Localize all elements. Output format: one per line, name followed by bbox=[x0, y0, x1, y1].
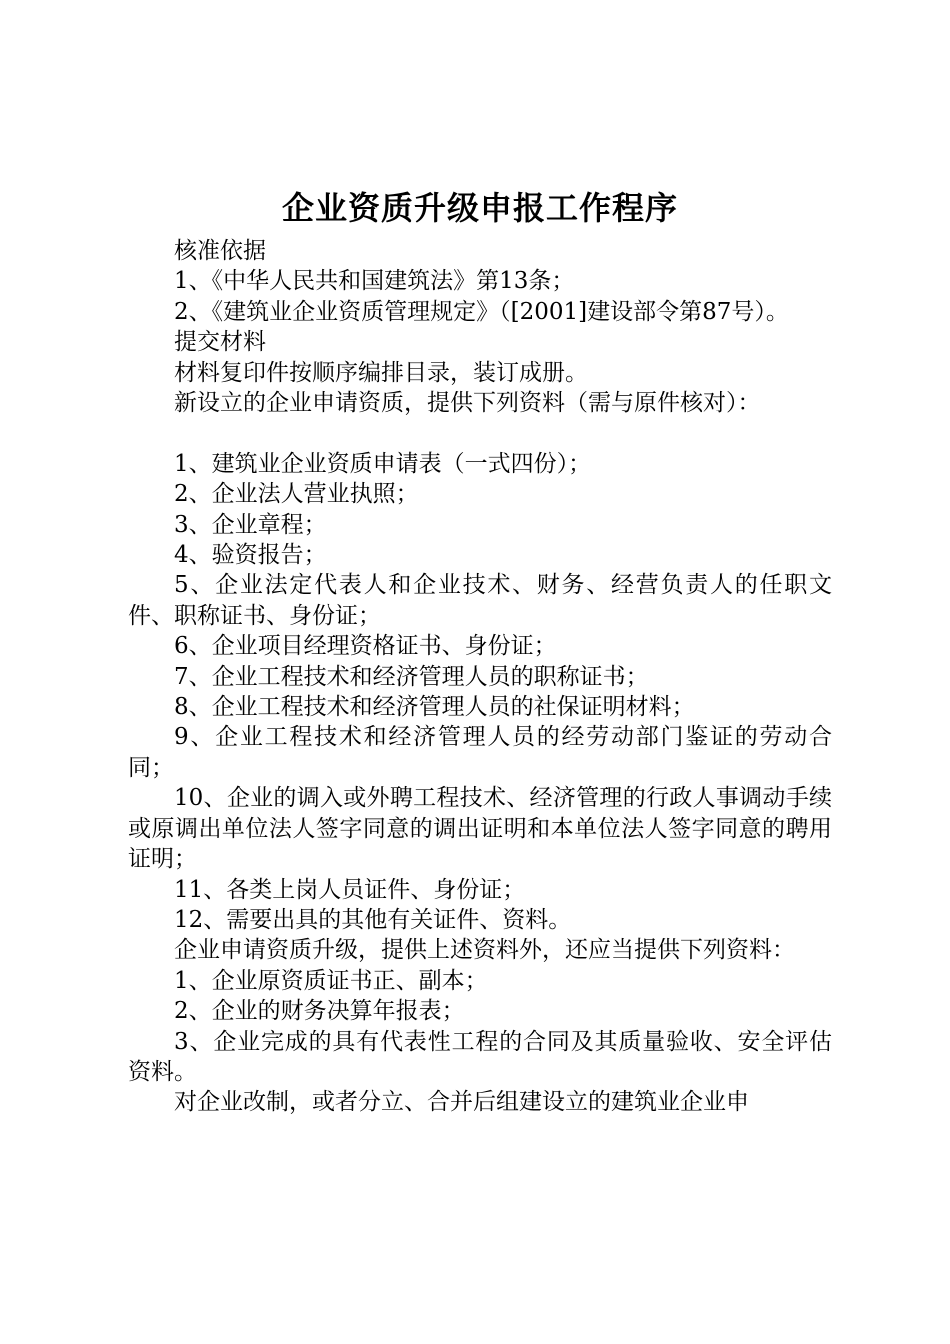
list-item: 6、企业项目经理资格证书、身份证； bbox=[174, 633, 557, 660]
paragraph: 材料复印件按顺序编排目录，装订成册。 bbox=[174, 359, 588, 386]
list-item: 2、企业法人营业执照； bbox=[174, 481, 419, 508]
list-item: 11、各类上岗人员证件、身份证； bbox=[174, 876, 526, 903]
paragraph: 1、《中华人民共和国建筑法》第13条； bbox=[174, 268, 575, 295]
list-item: 12、需要出具的其他有关证件、资料。 bbox=[174, 906, 572, 933]
list-item: 10、企业的调入或外聘工程技术、经济管理的行政人事调动手续或原调出单位法人签字同意的调出证明和本单位法人签字同意的聘用证明； bbox=[128, 785, 832, 873]
list-item: 9、企业工程技术和经济管理人员的经劳动部门鉴证的劳动合同； bbox=[128, 724, 832, 781]
document-body bbox=[128, 236, 832, 1118]
paragraph: 企业申请资质升级，提供上述资料外，还应当提供下列资料： bbox=[174, 937, 795, 964]
paragraph-materials-heading: 提交材料 bbox=[174, 329, 266, 356]
list-item: 8、企业工程技术和经济管理人员的社保证明材料； bbox=[174, 694, 695, 721]
list-item: 3、企业章程； bbox=[174, 511, 327, 538]
paragraph-basis-heading: 核准依据 bbox=[174, 238, 266, 264]
list-item: 4、验资报告； bbox=[174, 542, 327, 569]
list-item: 1、企业原资质证书正、副本； bbox=[174, 967, 488, 994]
paragraph: 新设立的企业申请资质，提供下列资料（需与原件核对）： bbox=[174, 390, 761, 417]
paragraph: 2、《建筑业企业资质管理规定》（[2001]建设部令第87号）。 bbox=[174, 298, 789, 325]
list-item: 7、企业工程技术和经济管理人员的职称证书； bbox=[174, 663, 649, 690]
list-item: 5、企业法定代表人和企业技术、财务、经营负责人的任职文件、职称证书、身份证； bbox=[128, 572, 832, 629]
list-item: 1、建筑业企业资质申请表（一式四份）； bbox=[174, 450, 592, 477]
paragraph: 对企业改制，或者分立、合并后组建设立的建筑业企业申 bbox=[174, 1089, 749, 1116]
document-page bbox=[128, 180, 832, 1118]
list-item: 3、企业完成的具有代表性工程的合同及其质量验收、安全评估资料。 bbox=[128, 1028, 832, 1085]
list-item: 2、企业的财务决算年报表； bbox=[174, 998, 465, 1025]
document-title: 企业资质升级申报工作程序 bbox=[281, 189, 678, 227]
blank-line bbox=[128, 418, 832, 448]
